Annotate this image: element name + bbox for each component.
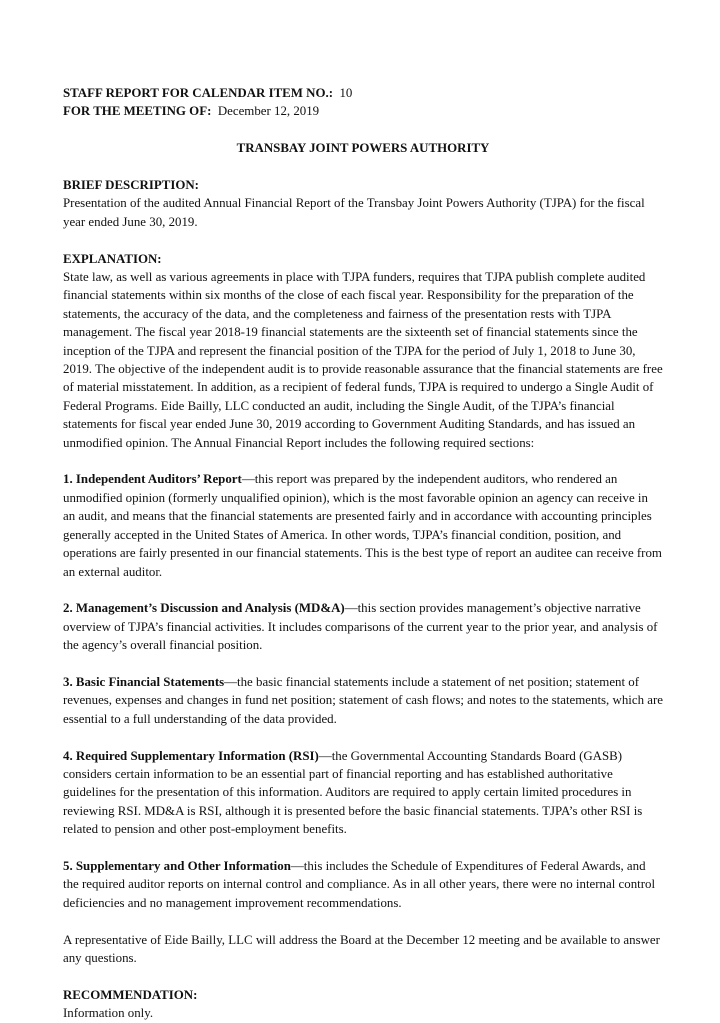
section-required-supplementary-information [63, 747, 663, 839]
recommendation-heading: RECOMMENDATION: [63, 987, 198, 1002]
section-independent-auditors-report [63, 470, 663, 580]
section-text: —this includes the Schedule of Expenditures of Federal Awards, and the required auditor reports on internal control and compliance. As in all other years, there were no internal control deficiencies and no management improvement recommendations. [63, 858, 656, 910]
section-title: 3. Basic Financial Statements [63, 674, 225, 689]
section-title: 4. Required Supplementary Information (RSI) [63, 748, 319, 763]
calendar-item-number: 10 [339, 86, 353, 100]
section-basic-financial-statements [63, 673, 663, 728]
section-text: —the basic financial statements include a statement of net position; statement of revenues, expenses and changes in fund net position; statement of cash flows; and notes to the statements, which are essential to a full understanding of the data provided. [63, 674, 663, 726]
brief-description-text: Presentation of the audited Annual Financial Report of the Transbay Joint Powers Authority (TJPA) for the fiscal year ended June 30, 2019. [63, 196, 645, 229]
explanation-heading: EXPLANATION: [63, 251, 162, 266]
section-supplementary-other-information [63, 857, 663, 912]
recommendation-text: Information only. [63, 1006, 154, 1021]
explanation-text: State law, as well as various agreements in place with TJPA funders, requires that TJPA publish complete audited financial statements within six months of the close of each fiscal year. Responsibility for the preparation of the statements, the accuracy of the data, and the completeness and fairness of the presentation rests with TJPA management. The fiscal year 2018-19 financial statements are the sixteenth set of financial statements since the inception of the TJPA and represent the financial position of the TJPA for the period of July 1, 2018 to June 30, 2019. The objective of the independent audit is to provide reasonable assurance that the financial statements are free of material misstatement. In addition, as a recipient of federal funds, TJPA is required to undergo a Single Audit of Federal Programs. Eide Bailly, LLC conducted an audit, including the Single Audit, of the TJPA’s financial statements for fiscal year ended June 30, 2019 according to Government Auditing Standards, and has issued an unmodified opinion. The Annual Financial Report includes the following required sections: [63, 270, 663, 450]
calendar-item-line [63, 84, 663, 102]
section-text: —this section provides management’s objective narrative overview of TJPA’s financial activities. It includes comparisons of the current year to the prior year, and analysis of the agency’s overall financial position. [63, 601, 658, 653]
section-mdna [63, 599, 663, 654]
closing-paragraph: A representative of Eide Bailly, LLC will address the Board at the December 12 meeting and be available to answer any questions. [63, 932, 660, 965]
brief-description-heading: BRIEF DESCRIPTION: [63, 178, 199, 192]
organization-title: TRANSBAY JOINT POWERS AUTHORITY [236, 141, 490, 156]
section-text: —the Governmental Accounting Standards Board (GASB) considers certain information to be an essential part of financial reporting and has established authoritative guidelines for the presentation of this information. Auditors are required to apply certain limited procedures in reviewing RSI. MD&A is RSI, although it is presented before the basic financial statements. TJPA’s other RSI is related to pension and other post-employment benefits. [63, 748, 643, 837]
meeting-date: December 12, 2019 [217, 104, 320, 119]
meeting-label: FOR THE MEETING OF: [63, 104, 212, 119]
section-title: 1. Independent Auditors’ Report [63, 472, 242, 487]
staff-report [63, 84, 663, 1023]
calendar-item-label: STAFF REPORT FOR CALENDAR ITEM NO.: [63, 86, 334, 100]
meeting-line [63, 102, 663, 120]
section-text: —this report was prepared by the independent auditors, who rendered an unmodified opinion (formerly unqualified opinion), which is the most favorable opinion an agency can receive in an audit, and means that the financial statements are presented fairly and in accordance with accounting principles generally accepted in the United States of America. In other words, TJPA’s financial condition, position, and operations are fairly presented in our financial statements. This is the best type of report an auditee can receive from an external auditor. [63, 472, 662, 579]
section-title: 5. Supplementary and Other Information [63, 858, 291, 873]
section-title: 2. Management’s Discussion and Analysis (MD&A) [63, 601, 345, 616]
